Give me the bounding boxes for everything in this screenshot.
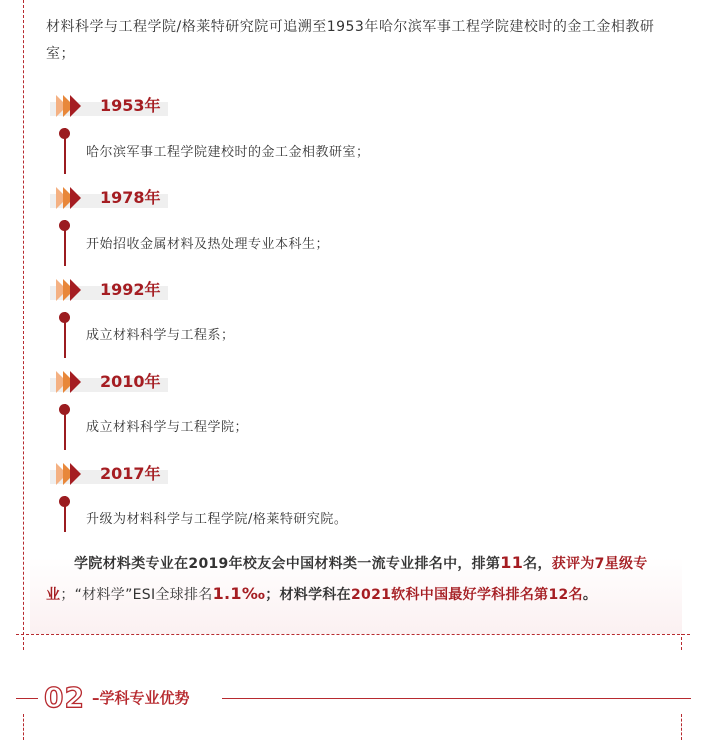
timeline-year: 1992年 <box>100 280 161 299</box>
star-rating-text: 获评为7星级专业 <box>46 556 648 603</box>
summary-text: ；“材料学”ESI全球排名 <box>60 587 213 603</box>
timeline-event: 开始招收金属材料及热处理专业本科生； <box>86 237 330 252</box>
timeline-event: 成立材料科学与工程学院； <box>86 420 249 435</box>
summary-paragraph <box>46 548 668 610</box>
timeline-year: 2017年 <box>100 464 161 483</box>
intro-paragraph: 材料科学与工程学院/格莱特研究院可追溯至1953年哈尔滨军事工程学院建校时的金工金相教研室； <box>46 19 655 62</box>
summary-text: 学院材料类专业在 <box>74 556 189 572</box>
triple-arrow-icon <box>56 95 82 117</box>
summary-text: 。 <box>582 587 598 603</box>
timeline-dot <box>59 404 70 415</box>
summary-text: ；材料学科在 <box>265 587 351 603</box>
timeline-dot <box>59 220 70 231</box>
frame-left-dotted-line-lower <box>23 714 24 740</box>
summary-text: 2019年校友会中国材料类一流专业排名中，排第 <box>188 556 501 572</box>
section-number: 02 <box>44 681 85 714</box>
esi-rank-number: 1.1‰ <box>212 584 266 603</box>
section-title: –学科专业优势 <box>92 689 190 707</box>
section-divider-right <box>222 698 691 699</box>
frame-bottom-dotted-line <box>16 634 690 635</box>
timeline-event: 哈尔滨军事工程学院建校时的金工金相教研室； <box>86 145 370 160</box>
timeline-year: 2010年 <box>100 372 161 391</box>
frame-right-dotted-line-lower <box>681 714 682 740</box>
timeline-dot <box>59 128 70 139</box>
timeline-event: 升级为材料科学与工程学院/格莱特研究院。 <box>86 512 348 527</box>
summary-text: 名， <box>523 556 552 572</box>
frame-left-dotted-line <box>23 0 24 650</box>
timeline-year: 1953年 <box>100 96 161 115</box>
triple-arrow-icon <box>56 187 82 209</box>
triple-arrow-icon <box>56 279 82 301</box>
triple-arrow-icon <box>56 371 82 393</box>
section-divider-left <box>16 698 38 699</box>
timeline-dot <box>59 496 70 507</box>
timeline-year: 1978年 <box>100 188 161 207</box>
ruanke-rank-text: 2021软科中国最好学科排名第12名 <box>351 587 583 603</box>
triple-arrow-icon <box>56 463 82 485</box>
rank-number: 11 <box>500 553 524 572</box>
timeline-event: 成立材料科学与工程系； <box>86 328 235 343</box>
timeline-dot <box>59 312 70 323</box>
